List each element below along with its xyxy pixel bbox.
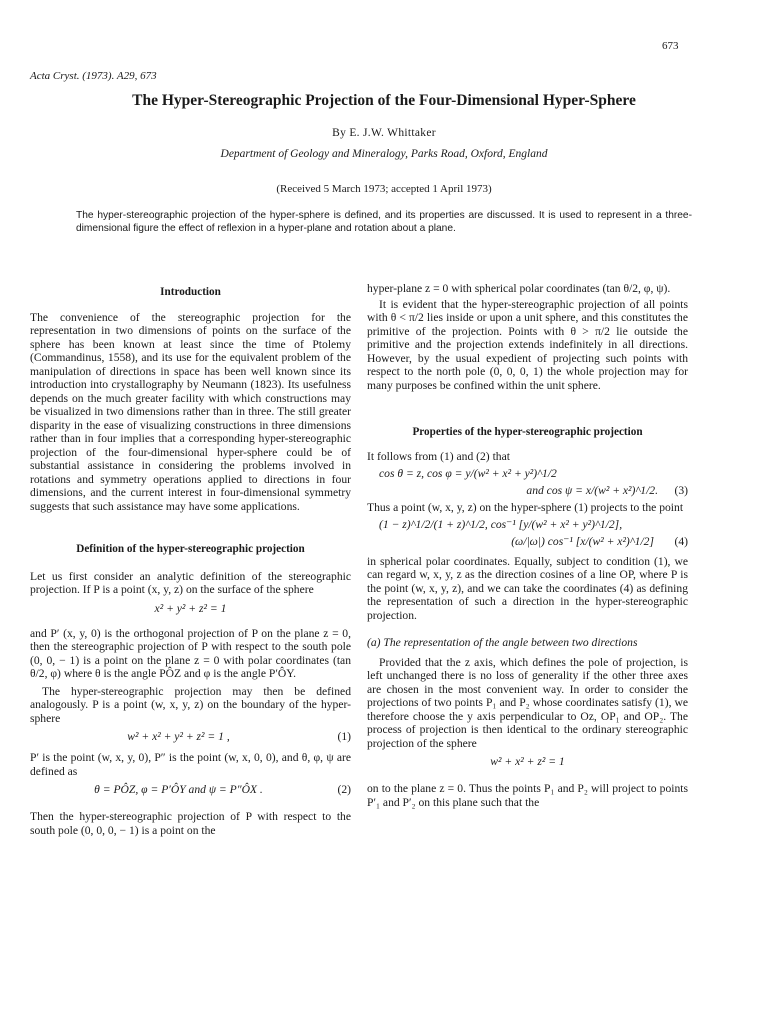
page-number: 673 bbox=[662, 40, 679, 52]
abstract: The hyper-stereographic projection of the hyper-sphere is defined, and its properties are discussed. It is used to represent in a three-dimensional figure the effect of reflexion in a hyper-plane and rotation about a plane. bbox=[76, 210, 692, 234]
equation-4b-body: (ω/|ω|) cos⁻¹ [x/(w² + x²)^1/2] bbox=[511, 535, 654, 549]
intro-paragraph: The convenience of the stereographic projection for the representation in two dimensions of points on the surface of the sphere has been known at least since the time of Ptolemy (Commandinus, 1558), and its use for the equivalent problem of the manipulation of directions in space has been well known since its introduction into crystallography by Neumann (1823). Its usefulness depends on the much greater facility with which constructions may be visualized in two dimensions rather than in three. The still greater disparity in the ease of visualizing constructions in three dimensions rather than in four implies that a corresponding hyper-stereographic projection of the four-dimensional hyper-sphere could be of substantial assistance in considering the problems involved in rotations and symmetry operations applied to directions in four dimensions, and the current interest in four-dimensional symmetry suggests that such assistance may have some applications. bbox=[30, 310, 351, 513]
definition-paragraph-5: Then the hyper-stereographic projection of P with respect to the south pole (0, 0, 0, − 1) is a point on the bbox=[30, 810, 351, 837]
equation-1-number: (1) bbox=[337, 730, 351, 744]
section-heading-definition: Definition of the hyper-stereographic projection bbox=[76, 543, 305, 555]
equation-3 bbox=[367, 465, 688, 499]
right-paragraph-6: Provided that the z axis, which defines the pole of projection, is left unchanged there is no loss of generality if the other three axes are chosen in the most convenient way. In order to consider the projections of two points P₁ and P₂ whose coordinates satisfy (1), we therefore choose the y axis perpendicular to Oz, OP₁ and OP₂. The process of projection is then identical to the ordinary stereographic projection of the sphere bbox=[367, 655, 688, 750]
equation-5 bbox=[367, 752, 688, 772]
definition-paragraph-3: The hyper-stereographic projection may then be defined analogously. P is a point (w, x, y, z) on the boundary of the hyper-sphere bbox=[30, 684, 351, 725]
equation-3-line-1 bbox=[367, 465, 688, 482]
equation-2-body: θ = PÔZ, φ = P′ÔY and ψ = P″ÔX . bbox=[94, 783, 263, 797]
definition-paragraph-1: Let us first consider an analytic definition of the stereographic projection. If P is a point (x, y, z) on the surface of the sphere bbox=[30, 569, 351, 596]
equation-2-number: (2) bbox=[337, 783, 351, 797]
section-heading-introduction: Introduction bbox=[160, 286, 221, 298]
equation-4-line-1 bbox=[367, 517, 688, 534]
equation-1-body: w² + x² + y² + z² = 1 , bbox=[127, 730, 230, 744]
equation-4 bbox=[367, 517, 688, 551]
journal-reference: Acta Cryst. (1973). A29, 673 bbox=[30, 70, 157, 82]
right-paragraph-1: hyper-plane z = 0 with spherical polar coordinates (tan θ/2, φ, ψ). bbox=[367, 282, 671, 295]
equation-3b-body: and cos ψ = x/(w² + x²)^1/2. bbox=[526, 483, 658, 497]
equation-4-number: (4) bbox=[674, 535, 688, 549]
right-paragraph-7: on to the plane z = 0. Thus the points P₁ and P₂ will project to points P′₁ and P′₂ on this plane such that the bbox=[367, 782, 688, 809]
left-column bbox=[30, 282, 351, 837]
right-paragraph-3: It follows from (1) and (2) that bbox=[367, 449, 510, 463]
definition-paragraph-4: P′ is the point (w, x, y, 0), P″ is the point (w, x, 0, 0), and θ, φ, ψ are defined as bbox=[30, 751, 351, 778]
equation-3-line-2 bbox=[367, 482, 688, 499]
received-dates: (Received 5 March 1973; accepted 1 April 1973) bbox=[276, 183, 492, 195]
subsection-heading-a: (a) The representation of the angle between two directions bbox=[367, 636, 638, 649]
right-paragraph-5: in spherical polar coordinates. Equally, subject to condition (1), we can regard w, x, y, z as the direction cosines of a line OP, where P is the point (w, x, y, z), and we can take the coordinates (4) as defining the representation of such a direction in the hyper-stereographic projection. bbox=[367, 554, 688, 622]
equation-5-body: w² + x² + z² = 1 bbox=[490, 755, 565, 769]
affiliation: Department of Geology and Mineralogy, Parks Road, Oxford, England bbox=[220, 148, 548, 160]
equation-1 bbox=[30, 727, 351, 747]
right-column bbox=[367, 282, 688, 809]
definition-paragraph-2: and P′ (x, y, 0) is the orthogonal projection of P on the plane z = 0, then the stereographic projection of P with respect to the south pole (0, 0, − 1) is a point on the plane z = 0 with polar coordinates (tan θ/2, φ) where θ is the angle PÔZ and φ is the angle P′ÔY. bbox=[30, 626, 351, 680]
equation-sphere-body: x² + y² + z² = 1 bbox=[154, 601, 227, 615]
equation-2 bbox=[30, 780, 351, 800]
equation-4-line-2 bbox=[367, 534, 688, 551]
equation-4a-body: (1 − z)^1/2/(1 + z)^1/2, cos⁻¹ [y/(w² + x² + y²)^1/2], bbox=[379, 518, 623, 532]
author-line: By E. J.W. Whittaker bbox=[332, 127, 436, 139]
equation-sphere bbox=[30, 599, 351, 619]
equation-3a-body: cos θ = z, cos φ = y/(w² + x² + y²)^1/2 bbox=[379, 466, 557, 480]
paper-title: The Hyper-Stereographic Projection of the Four-Dimensional Hyper-Sphere bbox=[132, 92, 636, 109]
equation-3-number: (3) bbox=[674, 483, 688, 497]
right-paragraph-2: It is evident that the hyper-stereographic projection of all points with θ < π/2 lies inside or upon a unit sphere, and this constitutes the primitive of the projection. Points with θ > π/2 lie outside the primitive and the projection extends indefinitely in all directions. However, by the usual expedient of projecting such points with respect to the north pole (0, 0, 0, 1) the whole projection may for many purposes be confined within the unit sphere. bbox=[367, 297, 688, 392]
section-heading-properties: Properties of the hyper-stereographic projection bbox=[412, 426, 643, 438]
right-paragraph-4: Thus a point (w, x, y, z) on the hyper-sphere (1) projects to the point bbox=[367, 501, 684, 514]
